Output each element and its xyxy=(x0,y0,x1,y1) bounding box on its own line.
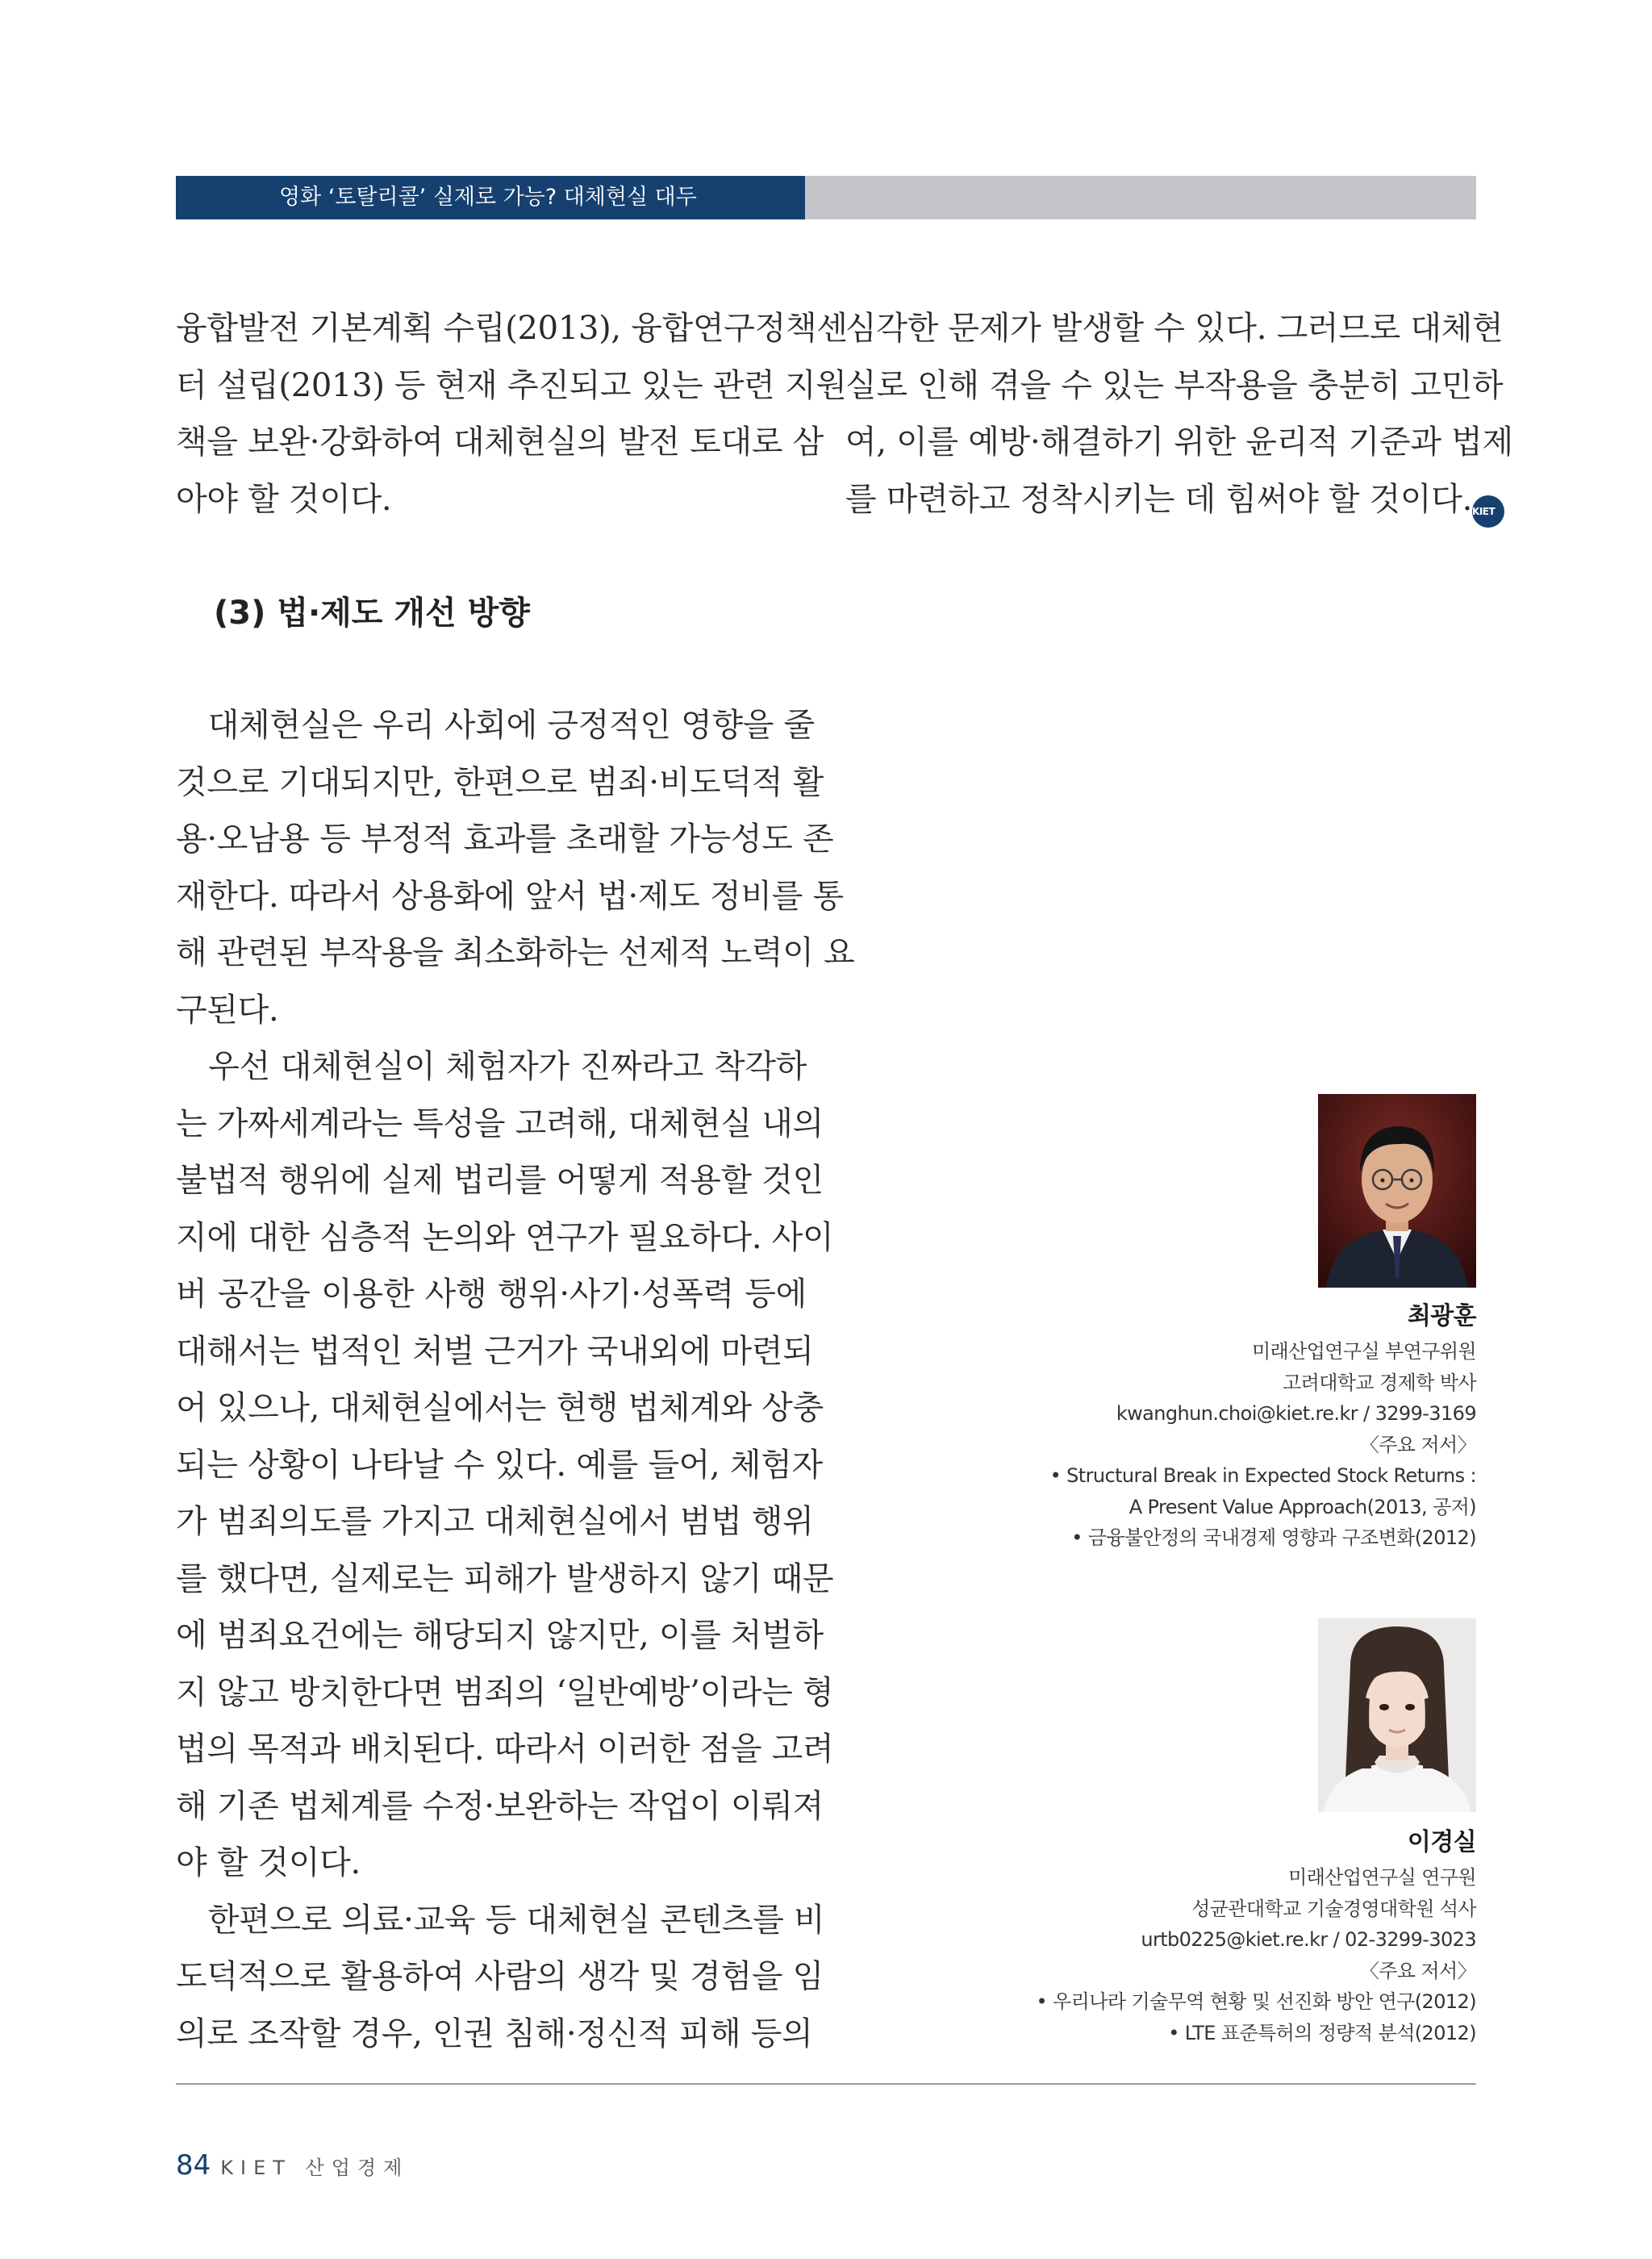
text-line: 해 관련된 부작용을 최소화하는 선제적 노력이 요 xyxy=(176,934,855,971)
page-number: 84 xyxy=(176,2149,211,2182)
text-line: 재한다. 따라서 상용화에 앞서 법·제도 정비를 통 xyxy=(176,877,844,915)
text-line: 대체현실은 우리 사회에 긍정적인 영향을 줄 xyxy=(176,707,815,744)
text-line: 가 범죄의도를 가지고 대체현실에서 범법 행위 xyxy=(176,1503,814,1540)
publication-item: • 우리나라 기술무역 현황 및 선진화 방안 연구(2012) xyxy=(1036,1990,1476,2013)
author-name: 이경실 xyxy=(1407,1828,1476,1856)
text-line: 융합발전 기본계획 수립(2013), 융합연구정책센 xyxy=(176,310,848,347)
publication-item: • Structural Break in Expected Stock Returns : xyxy=(1049,1464,1476,1487)
text-line: 지 않고 방치한다면 범죄의 ‘일반예방’이라는 형 xyxy=(176,1673,834,1711)
publications-heading: 〈주요 저서〉 xyxy=(1359,1433,1476,1456)
text-line: 불법적 행위에 실제 법리를 어떻게 적용할 것인 xyxy=(176,1162,824,1199)
text-line-content: 를 마련하고 정착시키는 데 힘써야 할 것이다. xyxy=(845,480,1473,518)
section-heading: (3) 법·제도 개선 방향 xyxy=(214,595,530,632)
text-line: 구된다. xyxy=(176,991,279,1029)
text-line: 버 공간을 이용한 사행 행위·사기·성폭력 등에 xyxy=(176,1276,807,1313)
text-line: 우선 대체현실이 체험자가 진짜라고 착각하 xyxy=(176,1048,807,1085)
text-line: 용·오남용 등 부정적 효과를 초래할 가능성도 존 xyxy=(176,821,834,858)
kiet-end-mark-icon: KIET xyxy=(1472,495,1504,528)
text-line: 대해서는 법적인 처벌 근거가 국내외에 마련되 xyxy=(176,1332,814,1370)
text-line: 는 가짜세계라는 특성을 고려해, 대체현실 내의 xyxy=(176,1104,824,1142)
text-line: 터 설립(2013) 등 현재 추진되고 있는 관련 지원 xyxy=(176,366,847,404)
text-line: 실로 인해 겪을 수 있는 부작용을 충분히 고민하 xyxy=(845,366,1504,404)
publication-item: • LTE 표준특허의 정량적 분석(2012) xyxy=(1168,2021,1476,2044)
running-title: 영화 ‘토탈리콜’ 실제로 가능? 대체현실 대두 xyxy=(176,176,805,219)
text-line: 의로 조작할 경우, 인권 침해·정신적 피해 등의 xyxy=(176,2015,813,2052)
text-line: 법의 목적과 배치된다. 따라서 이러한 점을 고려 xyxy=(176,1731,834,1768)
text-line: 여, 이를 예방·해결하기 위한 윤리적 기준과 법제 xyxy=(845,424,1513,461)
author-photo xyxy=(1318,1618,1476,1812)
text-line: 를 했다면, 실제로는 피해가 발생하지 않기 때문 xyxy=(176,1560,834,1597)
publication-name: KIET 산업경제 xyxy=(220,2157,410,2179)
intro-left-column xyxy=(176,300,848,528)
publications-heading: 〈주요 저서〉 xyxy=(1359,1959,1476,1982)
author-degree: 성균관대학교 기술경영대학원 석사 xyxy=(1191,1897,1476,1920)
author-degree: 고려대학교 경제학 박사 xyxy=(1283,1371,1476,1394)
footer-divider xyxy=(176,2083,1476,2085)
text-line: 책을 보완·강화하여 대체현실의 발전 토대로 삼 xyxy=(176,424,824,461)
text-line: 아야 할 것이다. xyxy=(176,480,392,518)
author-info xyxy=(960,1825,1476,2048)
author-contact: kwanghun.choi@kiet.re.kr / 3299-3169 xyxy=(1116,1402,1476,1425)
text-line: 에 범죄요건에는 해당되지 않지만, 이를 처벌하 xyxy=(176,1617,824,1654)
text-line xyxy=(845,471,1496,528)
text-line: 어 있으나, 대체현실에서는 현행 법체계와 상충 xyxy=(176,1389,824,1426)
author-name: 최광훈 xyxy=(1407,1302,1476,1330)
author-contact: urtb0225@kiet.re.kr / 02-3299-3023 xyxy=(1141,1928,1476,1951)
page-footer xyxy=(176,2149,409,2182)
text-line: 한편으로 의료·교육 등 대체현실 콘텐츠를 비 xyxy=(176,1901,825,1939)
text-line: 되는 상황이 나타날 수 있다. 예를 들어, 체험자 xyxy=(176,1446,823,1484)
author-photo xyxy=(1318,1094,1476,1288)
header-bar xyxy=(176,176,1476,219)
publication-item: • 금융불안정의 국내경제 영향과 구조변화(2012) xyxy=(1071,1526,1476,1549)
text-line: 도덕적으로 활용하여 사람의 생각 및 경험을 임 xyxy=(176,1958,824,1995)
author-affiliation: 미래산업연구실 부연구위원 xyxy=(1251,1340,1476,1363)
text-line: 것으로 기대되지만, 한편으로 범죄·비도덕적 활 xyxy=(176,763,824,801)
body-column xyxy=(176,697,855,2062)
publication-item: A Present Value Approach(2013, 공저) xyxy=(1128,1495,1476,1518)
text-line: 지에 대한 심층적 논의와 연구가 필요하다. 사이 xyxy=(176,1218,834,1256)
text-line: 심각한 문제가 발생할 수 있다. 그러므로 대체현 xyxy=(845,310,1504,347)
text-line: 야 할 것이다. xyxy=(176,1844,361,1881)
author-affiliation: 미래산업연구실 연구원 xyxy=(1288,1866,1476,1889)
intro-right-column xyxy=(845,300,1513,528)
text-line: 해 기존 법체계를 수정·보완하는 작업이 이뤄져 xyxy=(176,1787,824,1825)
author-info xyxy=(960,1299,1476,1554)
